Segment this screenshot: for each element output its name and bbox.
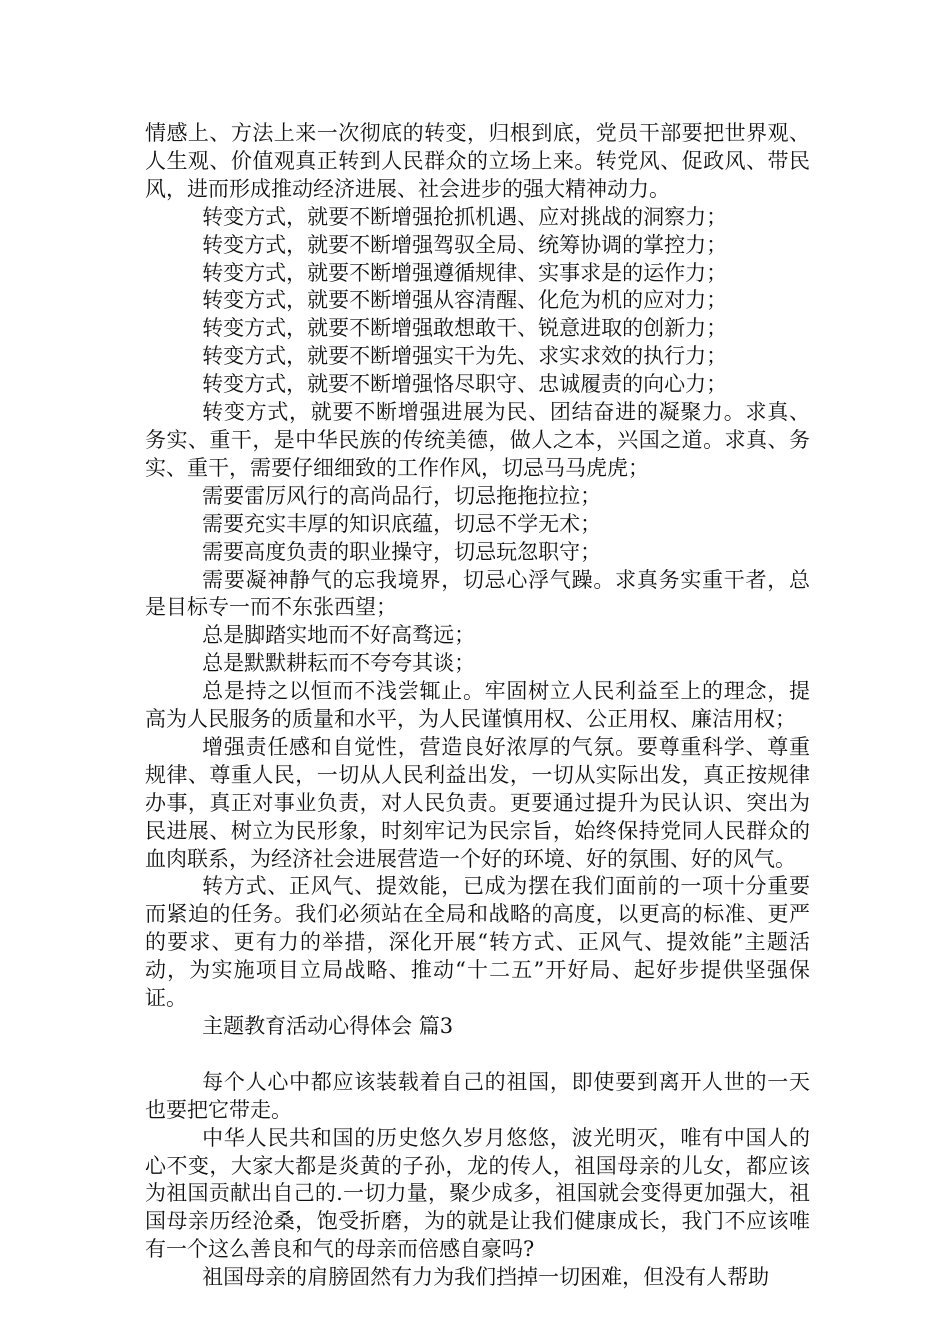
paragraph-method-3: 转变方式，就要不断增强遵循规律、实事求是的运作力； xyxy=(202,260,728,285)
blank-line xyxy=(145,1041,810,1069)
paragraph-continuation: 情感上、方法上来一次彻底的转变，归根到底，党员干部要把世界观、人生观、价值观真正转到人民群众的立场上来。转党风、促政风、带民风，进而形成推动经济进展、社会进步的强大精神动力。 xyxy=(145,121,810,201)
paragraph-always-1: 总是脚踏实地而不好高骛远； xyxy=(202,623,476,648)
paragraph-method-6: 转变方式，就要不断增强实干为先、求实求效的执行力； xyxy=(202,344,728,369)
document-page xyxy=(145,120,810,1292)
paragraph-conclusion: 转方式、正风气、提效能，已成为摆在我们面前的一项十分重要而紧迫的任务。我们必须站在全局和战略的高度，以更高的标准、更严的要求、更有力的举措，深化开展“转方式、正风气、提效能”主题活动，为实施项目立局战略、推动“十二五”开好局、起好步提供坚强保证。 xyxy=(145,874,810,1011)
paragraph-method-2: 转变方式，就要不断增强驾驭全局、统筹协调的掌控力； xyxy=(202,232,728,257)
paragraph-always-2: 总是默默耕耘而不夸夸其谈； xyxy=(202,651,476,676)
paragraph-need-1: 需要雷厉风行的高尚品行，切忌拖拖拉拉； xyxy=(202,483,602,508)
paragraph-method-8: 转变方式，就要不断增强进展为民、团结奋进的凝聚力。求真、务实、重干，是中华民族的传统美德，做人之本，兴国之道。求真、务实、重干，需要仔细细致的工作作风，切忌马马虎虎； xyxy=(145,400,810,480)
paragraph-method-7: 转变方式，就要不断增强恪尽职守、忠诚履责的向心力； xyxy=(202,372,728,397)
paragraph-method-5: 转变方式，就要不断增强敢想敢干、锐意进取的创新力； xyxy=(202,316,728,341)
paragraph-need-2: 需要充实丰厚的知识底蕴，切忌不学无术； xyxy=(202,511,602,536)
paragraph-responsibility: 增强责任感和自觉性，营造良好浓厚的气氛。要尊重科学、尊重规律、尊重人民，一切从人民利益出发，一切从实际出发，真正按规律办事，真正对事业负责，对人民负责。更要通过提升为民认识、突出为民进展、树立为民形象，时刻牢记为民宗旨，始终保持党同人民群众的血肉联系，为经济社会进展营造一个好的环境、好的氛围、好的风气。 xyxy=(145,734,810,871)
paragraph-motherland-1: 每个人心中都应该装载着自己的祖国，即使要到离开人世的一天也要把它带走。 xyxy=(145,1069,810,1122)
paragraph-need-4: 需要凝神静气的忘我境界，切忌心浮气躁。求真务实重干者，总是目标专一而不东张西望； xyxy=(145,567,810,620)
paragraph-motherland-2: 中华人民共和国的历史悠久岁月悠悠，波光明灭，唯有中国人的心不变，大家大都是炎黄的子孙，龙的传人，祖国母亲的儿女，都应该为祖国贡献出自己的.一切力量，聚少成多，祖国就会变得更加强大，祖国母亲历经沧桑，饱受折磨，为的就是让我们健康成长，我门不应该唯有一个这么善良和气的母亲而倍感自豪吗? xyxy=(145,1125,810,1262)
paragraph-method-4: 转变方式，就要不断增强从容清醒、化危为机的应对力； xyxy=(202,288,728,313)
section-heading: 主题教育活动心得体会 篇3 xyxy=(202,1014,454,1038)
paragraph-method-1: 转变方式，就要不断增强抢抓机遇、应对挑战的洞察力； xyxy=(202,204,728,229)
paragraph-need-3: 需要高度负责的职业操守，切忌玩忽职守； xyxy=(202,539,602,564)
paragraph-motherland-3: 祖国母亲的肩膀固然有力为我们挡掉一切困难，但没有人帮助 xyxy=(202,1265,770,1290)
paragraph-always-3: 总是持之以恒而不浅尝辄止。牢固树立人民利益至上的理念，提高为人民服务的质量和水平，为人民谨慎用权、公正用权、廉洁用权； xyxy=(145,679,810,732)
